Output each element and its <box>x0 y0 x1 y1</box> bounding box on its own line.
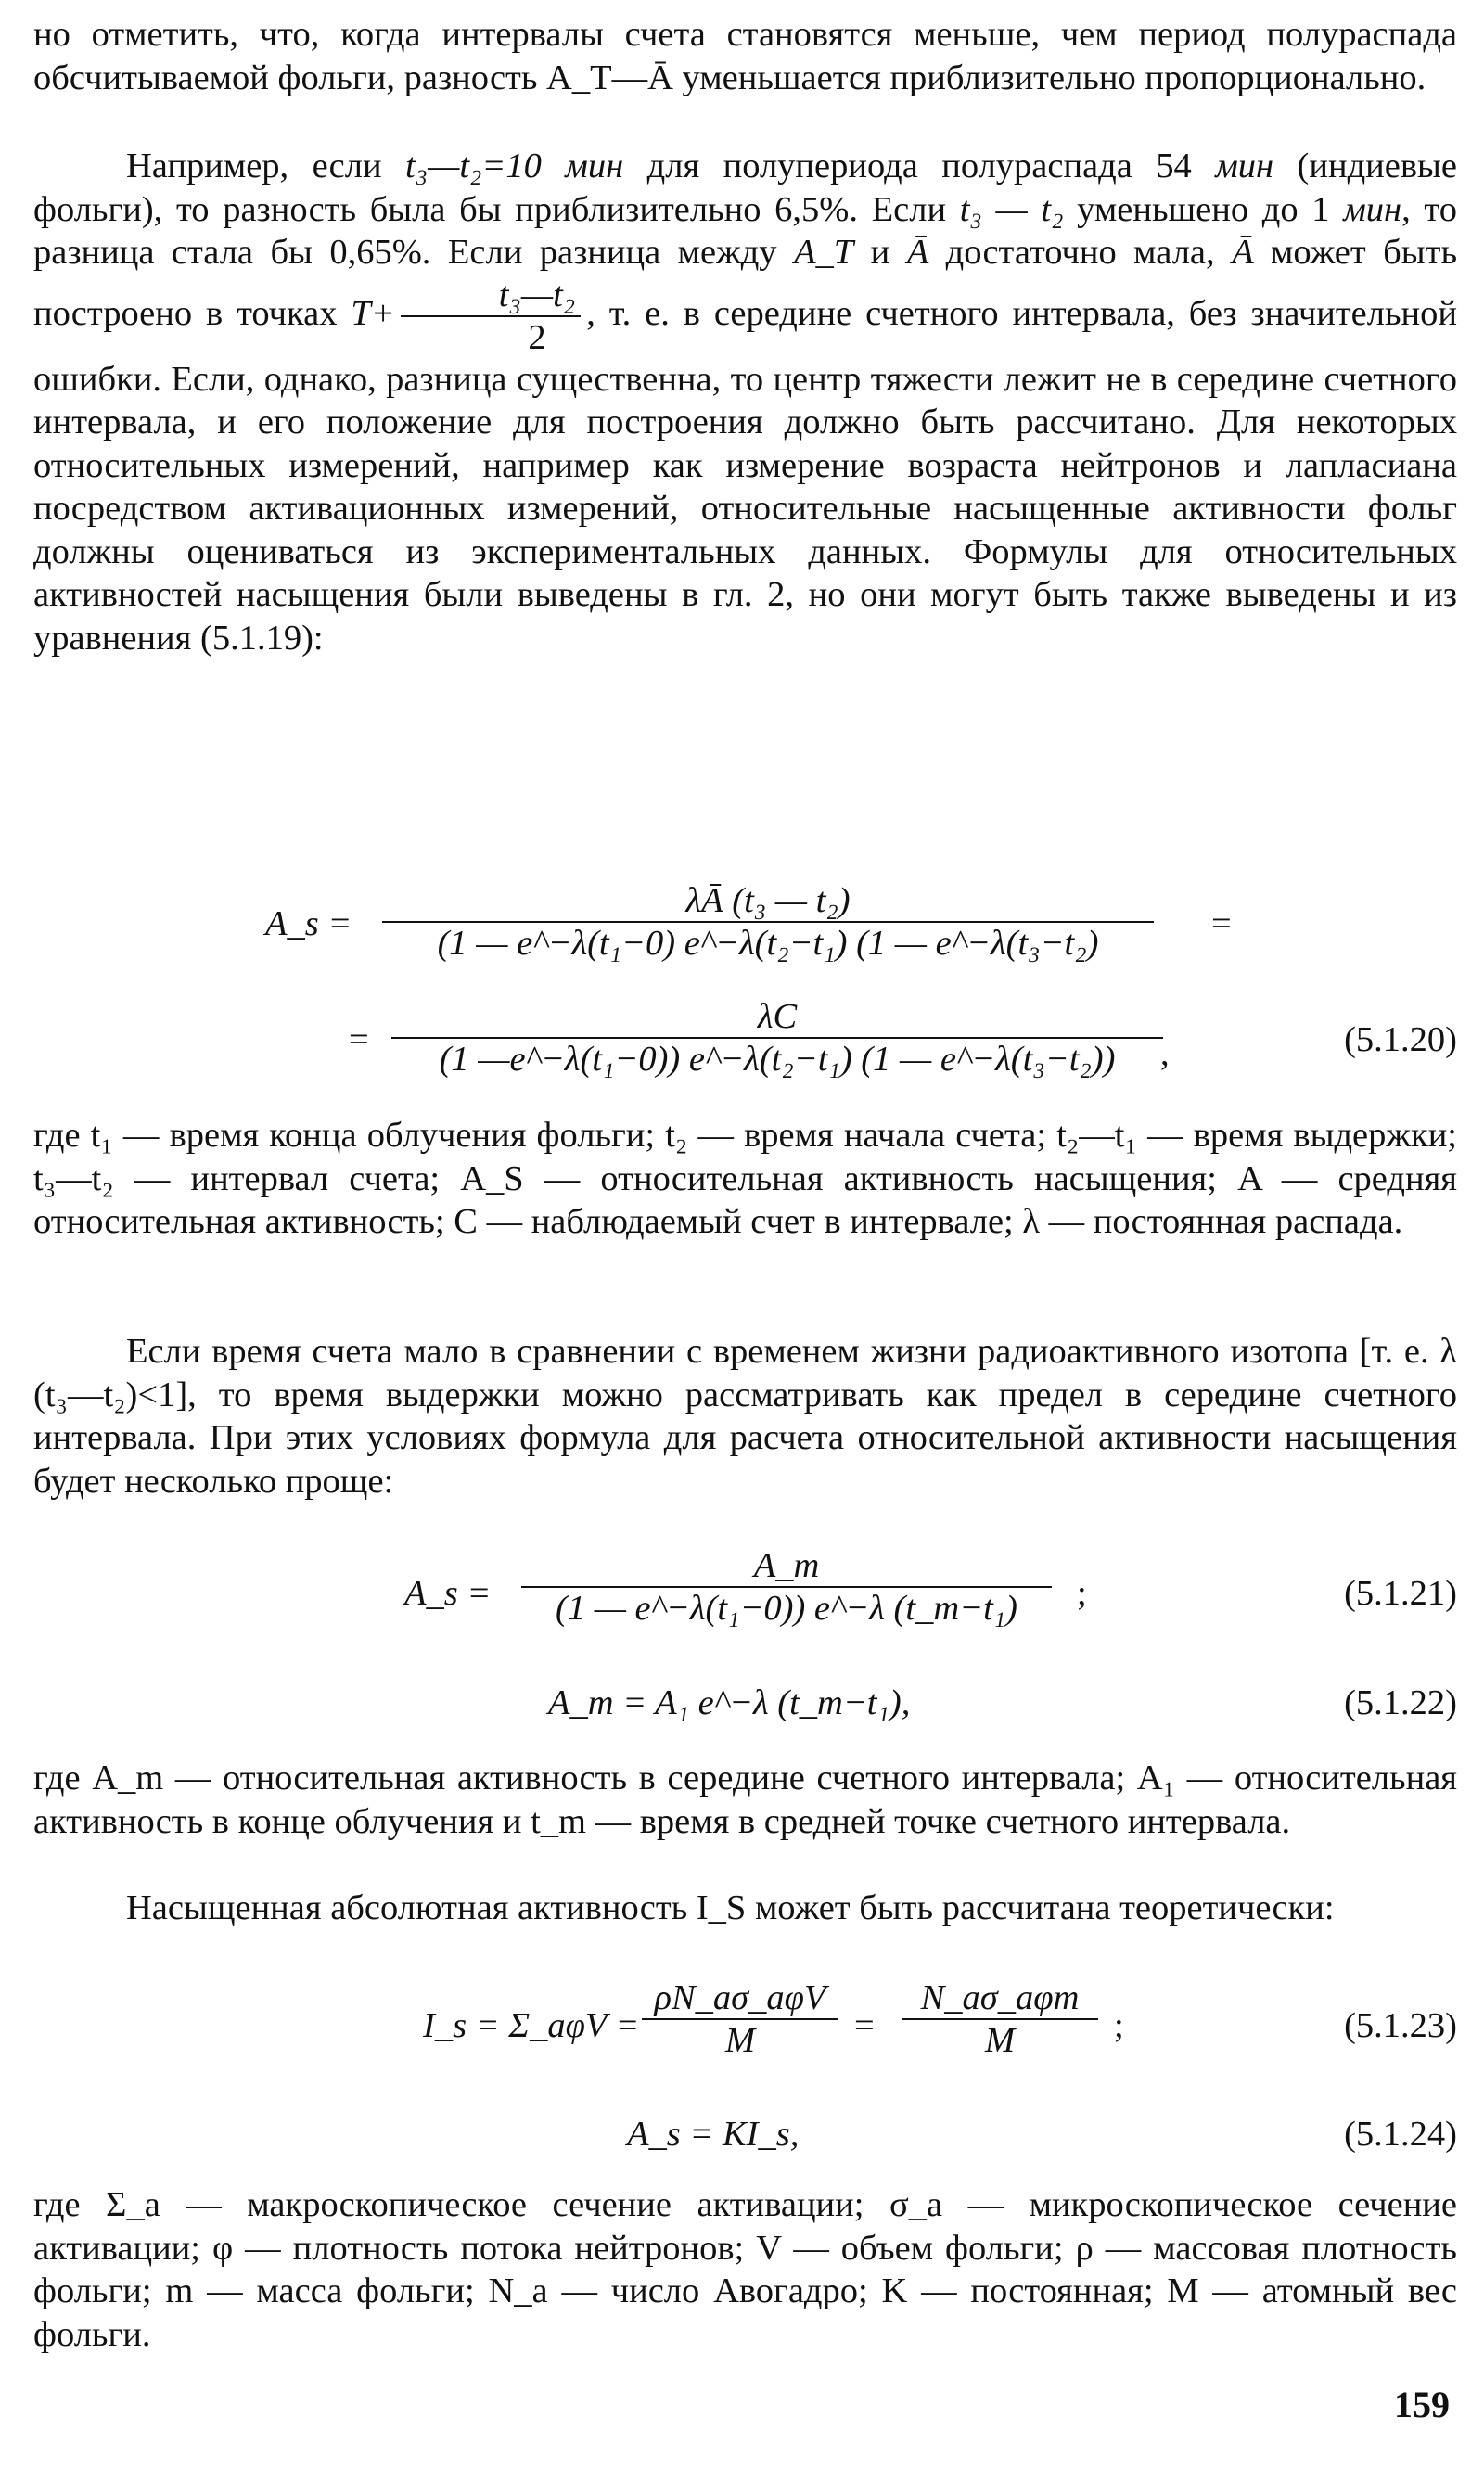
text-run: может быть построено в точках <box>33 233 1458 333</box>
fraction-denominator: (1 — e^−λ(t₁−0)) e^−λ (t_m−t₁) <box>556 1589 1017 1628</box>
equation-number: (5.1.24) <box>1344 2115 1457 2154</box>
fraction-numerator: λC <box>391 996 1163 1039</box>
equation-equals: = <box>349 1020 369 1059</box>
inline-fraction <box>401 275 581 358</box>
equation-5-1-20-line2 <box>33 996 1457 1098</box>
equation-body: A_s = KI_s, <box>627 2115 800 2154</box>
fraction-numerator: t₃—t₂ <box>401 275 581 317</box>
equation-semicolon: ; <box>1077 1574 1087 1613</box>
equation-comma: , <box>1160 1034 1170 1073</box>
text-run: Ā <box>906 233 929 272</box>
paragraph-example <box>33 145 1457 659</box>
fraction-denominator: 2 <box>528 317 546 357</box>
equation-fraction <box>902 1977 1098 2061</box>
text-run: t₃—t₂=10 мин <box>405 147 624 185</box>
equation-fraction <box>382 880 1154 964</box>
text-run: t₃ — t₂ <box>959 189 1064 229</box>
text-run: мин <box>1343 189 1402 229</box>
equation-5-1-22 <box>33 1682 1457 1729</box>
text-run: Ā <box>1232 233 1254 272</box>
text-run: A_T <box>793 233 854 272</box>
fraction-numerator: λĀ (t₃ — t₂) <box>382 880 1154 923</box>
equation-5-1-23 <box>33 1977 1457 2079</box>
paragraph-intro: но отметить, что, когда интервалы счета становятся меньше, чем период полураспада обсчитываемой фольги, разность A_T—Ā уменьшается приблизительно пропорционально. <box>33 15 1457 97</box>
paragraph-definitions-3: где Σ_a — макроскопическое сечение активации; σ_a — микроскопическое сечение активации; φ — плотность потока нейтронов; V — объем фольги; ρ — массовая плотность фольги; m — масса фольги; N_a — число Авогадро; K — постоянная; M — атомный вес фольги. <box>33 2185 1457 2354</box>
equation-equals: = <box>854 2006 875 2045</box>
paragraph-absolute-activity: Насыщенная абсолютная активность I_S может быть рассчитана теоретически: <box>126 1888 1335 1927</box>
equation-fraction <box>521 1545 1052 1629</box>
paragraph-definitions-2: где A_m — относительная активность в середине счетного интервала; A₁ — относительная активность в конце облучения и t_m — время в средней точке счетного интервала. <box>33 1759 1457 1841</box>
paragraph-short-count: Если время счета мало в сравнении с временем жизни радиоактивного изотопа [т. е. λ (t₃—t₂)<1], то время выдержки можно рассматривать как предел в середине счетного интервала. При этих условиях формула для расчета относительной активности насыщения будет несколько проще: <box>33 1332 1457 1501</box>
paragraph-definitions-1: где t₁ — время конца облучения фольги; t₂ — время начала счета; t₂—t₁ — время выдержки; t₃—t₂ — интервал счета; A_S — относительная активность насыщения; A — средняя относительная активность; C — наблюдаемый счет в интервале; λ — постоянная распада. <box>33 1116 1457 1241</box>
equation-5-1-20-line1 <box>33 880 1457 973</box>
equation-5-1-24 <box>33 2114 1457 2160</box>
text-run: , т. е. в середине счетного интервала, без значительной ошибки. Если, однако, разница существенна, то центр тяжести лежит не в середине счетного интервала, и его положение для построения должно быть рассчитано. Для некоторых относительных измерений, например как измерение возраста нейтронов и лапласиана посредством активационных измерений, относительные насыщенные активности фольг должны оцениваться из экспериментальных данных. Формулы для относительных активностей насыщения были выведены в гл. 2, но они могут быть также выведены и из уравнения (5.1.19): <box>33 293 1458 658</box>
equation-number: (5.1.21) <box>1344 1574 1457 1613</box>
fraction-denominator: (1 —e^−λ(t₁−0)) e^−λ(t₂−t₁) (1 — e^−λ(t₃−t₂)) <box>439 1040 1116 1079</box>
text-run: достаточно мала, <box>928 233 1233 272</box>
text-run: Например, если <box>126 147 405 185</box>
equation-fraction <box>391 996 1163 1080</box>
equation-lhs: I_s = Σ_aφV = <box>423 2006 640 2045</box>
equation-number: (5.1.23) <box>1344 2006 1457 2045</box>
fraction-denominator: M <box>724 2021 756 2060</box>
fraction-numerator: ρN_aσ_aφV <box>642 1977 838 2020</box>
equation-body: A_m = A₁ e^−λ (t_m−t₁), <box>548 1683 911 1722</box>
equation-number: (5.1.22) <box>1344 1683 1457 1722</box>
document-page <box>33 13 1457 2452</box>
fraction-numerator: N_aσ_aφm <box>902 1977 1098 2020</box>
text-run: для полупериода полураспада 54 <box>623 147 1216 185</box>
equation-fraction <box>642 1977 838 2061</box>
text-run: (индиевые фольги), то разность была бы приблизительно 6,5%. Если <box>33 147 1457 229</box>
text-run: уменьшено до 1 <box>1063 189 1344 229</box>
fraction-denominator: (1 — e^−λ(t₁−0) e^−λ(t₂−t₁) (1 — e^−λ(t₃−t₂) <box>437 924 1099 963</box>
text-run: и <box>853 233 907 272</box>
equation-5-1-21 <box>33 1545 1457 1647</box>
equation-number: (5.1.20) <box>1344 1020 1457 1059</box>
page-number: 159 <box>1394 2384 1450 2425</box>
fraction-numerator: A_m <box>521 1545 1052 1588</box>
text-run: , то разница стала бы 0,65%. Если разница между <box>33 189 1458 272</box>
fraction-denominator: M <box>984 2021 1016 2060</box>
equation-semicolon: ; <box>1114 2006 1124 2045</box>
text-run: мин <box>1215 147 1274 185</box>
equation-lhs: A_s = <box>404 1574 492 1613</box>
text-run: T+ <box>351 293 395 333</box>
equation-equals: = <box>1211 904 1232 943</box>
equation-lhs: A_s = <box>265 904 352 943</box>
